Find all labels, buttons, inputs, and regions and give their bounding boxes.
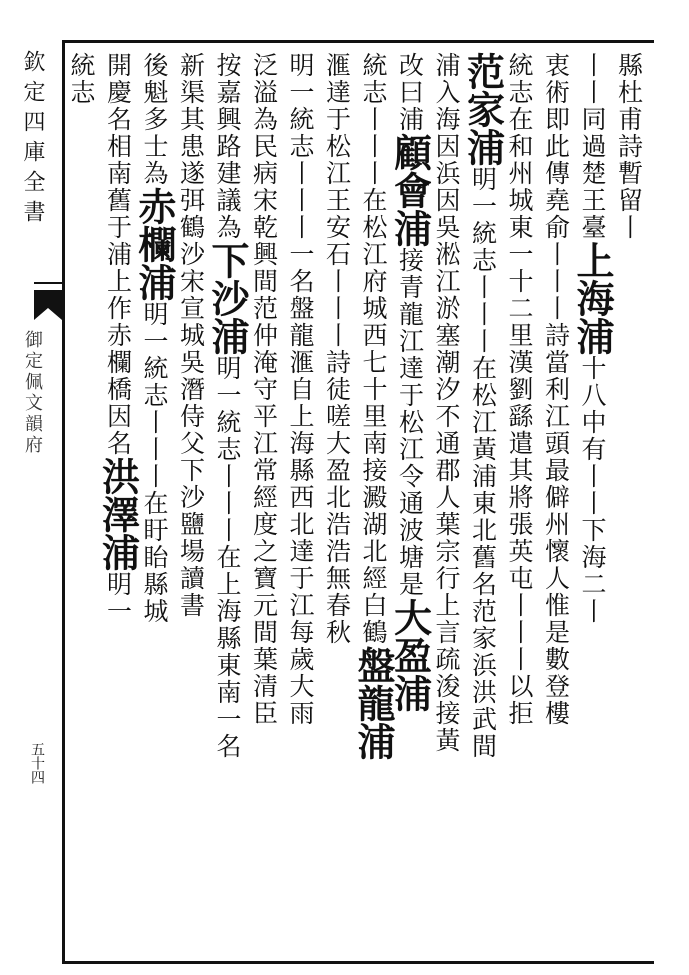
entry-headword: 下沙浦 [205, 241, 250, 355]
entry-text: 縣杜甫詩暫留丨 [614, 52, 644, 241]
entry-text: 泛溢為民病宋乾興間范仲淹守平江常經度之寶元間葉清臣 [249, 52, 279, 727]
entry-text: 按嘉興路建議為 [213, 52, 242, 241]
entry-text: 浦入海因浜因吳淞江淤塞潮汐不通郡人葉宗行上言疏浚接黃 [432, 52, 461, 754]
entry-text: 南舊于浦上作赤欄橋因名 [103, 160, 133, 457]
entry-text: 丨丨同過楚王臺 [578, 52, 607, 241]
entry-text: 衷術即此傳堯俞丨丨丨詩當利江頭最僻州懷人惟是數登樓 [541, 52, 571, 727]
page-number: 五十四 [29, 742, 45, 784]
entry-text: 改曰浦 [395, 52, 425, 133]
entry-text: 明一統志丨丨丨一名盤龍滙自上海縣西北達于江每歲大雨 [286, 52, 315, 727]
entry-headword: 盤龍浦 [351, 646, 396, 760]
entry-headword: 赤欄浦 [132, 187, 177, 301]
entry-headword: 范家浦 [460, 52, 506, 166]
entry-text: 開慶名相 [103, 52, 133, 160]
entry-text: 新渠其患遂弭 [176, 52, 206, 214]
entry-text: 十八中有丨丨下海二丨 [578, 355, 607, 625]
entry-text: 鶴沙宋宣城吳潛侍父下沙鹽場讀書 [176, 214, 206, 619]
entry-text: 明一統志丨丨丨在盱眙縣城 [140, 301, 169, 625]
entry-headword: 洪澤浦 [95, 457, 141, 571]
entry-text: 接青龍江達于松江令通波塘是 [395, 247, 425, 598]
entry-text: 明一統志丨丨丨在松江黃浦東北舊名范家浜洪武間 [468, 166, 498, 760]
entry-text: 明一 [103, 571, 133, 625]
text-column [58, 52, 104, 932]
entry-text: 統志在和州城東一十二里漢劉繇遣其將張英屯丨丨丨以拒 [505, 52, 534, 727]
entry-headword: 上海浦 [570, 241, 615, 355]
entry-headword: 顧會浦 [387, 133, 433, 247]
book-subtitle: 御定佩文韻府 [22, 330, 43, 456]
entry-text: 統志丨丨丨在松江府城西七十里南接澱湖北經白鶴 [359, 52, 388, 646]
entry-text: 後魁多士為 [140, 52, 169, 187]
entry-text: 滙達于松江王安石丨丨丨詩徒嗟大盈北浩浩無春秋 [322, 52, 352, 646]
entry-text: 明一統志丨丨丨在上海縣東南一名 [213, 355, 242, 760]
book-title: 欽定四庫全書 [20, 50, 45, 230]
entry-text: 統志 [67, 52, 96, 106]
entry-headword: 大盈浦 [387, 598, 433, 712]
